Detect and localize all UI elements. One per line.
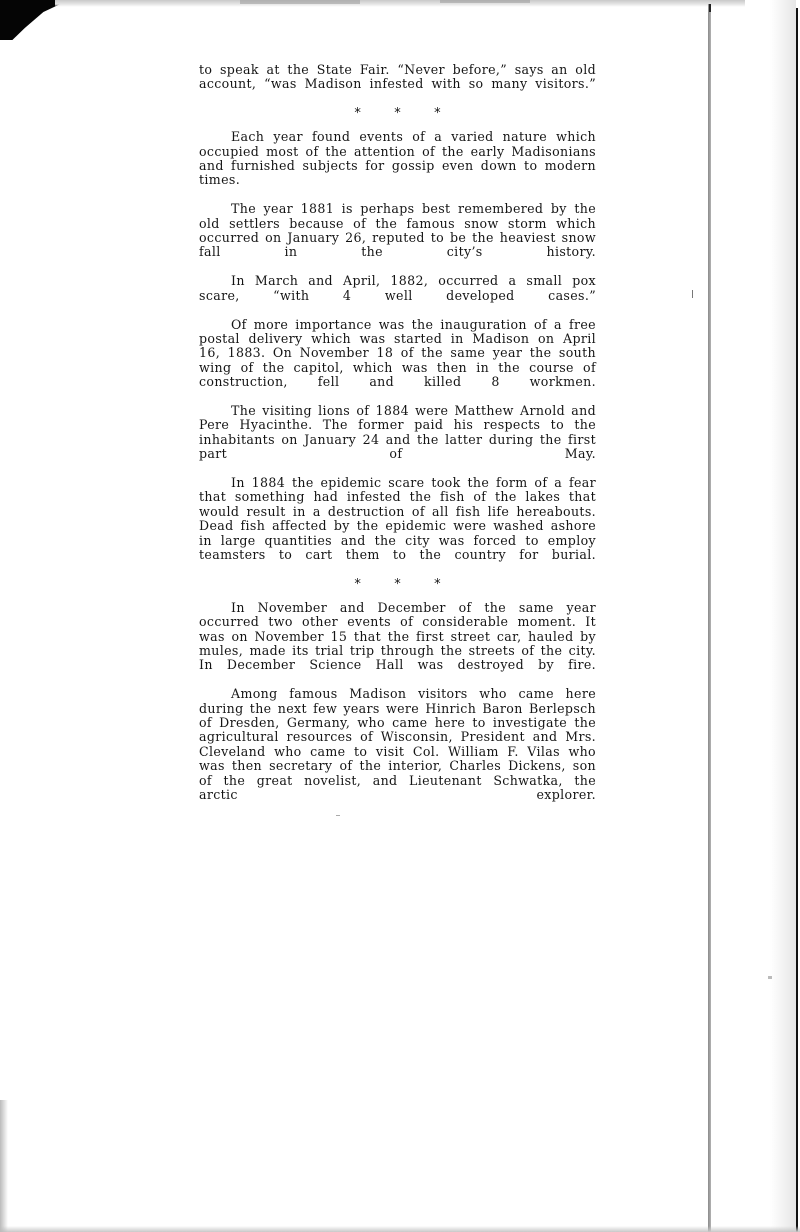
paragraph: In 1884 the epidemic scare took the form of a fear that something had infested the fish of the lakes that would result in a destruction of all fish life hereabouts. Dead fish affected by the epidemic were washed ashore in large quantities and the city was forced to employ teamsters to cart them to the country for burial.	[199, 474, 596, 562]
paragraph: The visiting lions of 1884 were Matthew Arnold and Pere Hyacinthe. The former paid his respects to the inhabitants on January 24 and the latter during the first part of May.	[199, 402, 596, 462]
scan-top-streak	[440, 0, 530, 3]
page-spine-mark	[709, 4, 711, 12]
scan-speck	[768, 976, 772, 979]
paragraph: Each year found events of a varied nature which occupied most of the attention of the early Madisonians and furnished subjects for gossip even down to modern times.	[199, 129, 596, 188]
section-separator: * * *	[354, 106, 455, 122]
scan-corner-shadow	[0, 0, 62, 40]
scan-right-edge	[796, 8, 798, 1232]
paragraph: The year 1881 is perhaps best remembered by the old settlers because of the famous snow storm which occurred on January 26, reputed to be the heaviest snow fall in the city’s history.	[199, 201, 596, 260]
page-spine-line	[708, 4, 711, 1232]
scan-top-streak	[240, 0, 360, 4]
article-text-column	[199, 63, 596, 817]
scan-speck	[692, 290, 693, 298]
paragraph: Among famous Madison visitors who came here during the next few years were Hinrich Baron Berlepsch of Dresden, Germany, who came here to investigate the agricultural resources of Wisconsin, President and Mrs. Cleveland who came to visit Col. William F. Vilas who was then secretary of the interior, Charles Dickens, son of the great novelist, and Lieutenant Schwatka, the arctic explorer.	[199, 686, 596, 803]
section-separator: * * *	[354, 576, 455, 592]
scan-right-shadow	[770, 0, 796, 1232]
scan-bottom-edge	[0, 1226, 800, 1232]
paragraph-continued: to speak at the State Fair. “Never before,” says an old account, “was Madison infested with so many visitors.”	[199, 62, 596, 92]
paragraph: In November and December of the same year occurred two other events of considerable moment. It was on November 15 that the first street car, hauled by mules, made its trial trip through the streets of the city. In December Science Hall was destroyed by fire.	[199, 599, 596, 673]
paragraph: Of more importance was the inauguration of a free postal delivery which was started in Madison on April 16, 1883. On November 18 of the same year the south wing of the capitol, which was then in the course of construction, fell and killed 8 workmen.	[199, 316, 596, 390]
paragraph: In March and April, 1882, occurred a small pox scare, “with 4 well developed cases.”	[199, 273, 596, 303]
scan-left-edge	[0, 1100, 8, 1232]
scan-top-edge	[55, 0, 745, 7]
